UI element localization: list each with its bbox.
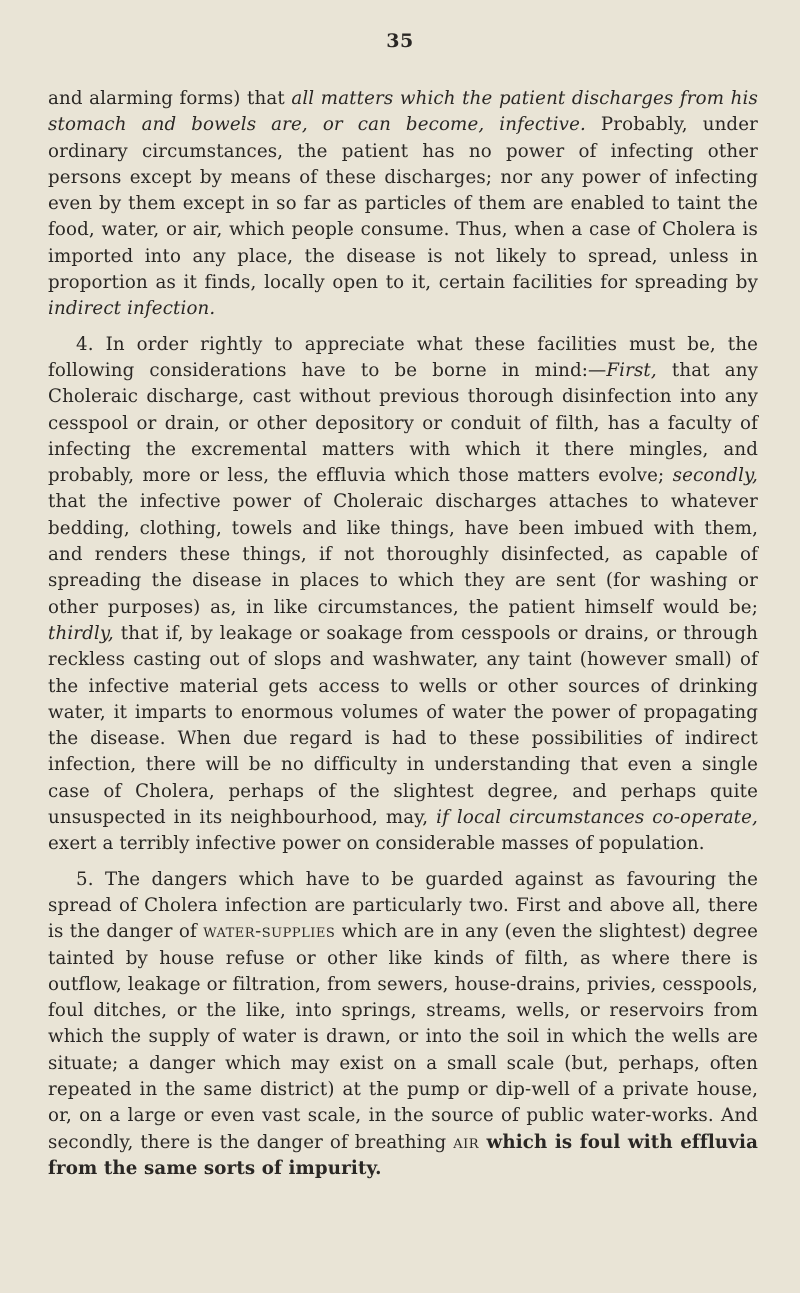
text-run: 4. In order rightly to appreciate what these facilities must be, the following considerations have to be borne in mind:—	[48, 333, 758, 381]
body-text	[48, 86, 758, 1182]
text-run: that if, by leakage or soakage from cesspools or drains, or through reckless casting out of slops and washwater, any taint (however small) of the infective material gets access to wells or other sources of drinking water, it imparts to enormous volumes of water the power of propagating the disease. When due regard is had to these possibilities of indirect infection, there will be no difficulty in understanding that even a single case of Cholera, perhaps of the slightest degree, and perhaps quite unsuspected in its neighbourhood, may,	[48, 622, 758, 829]
text-run: which are in any (even the slightest) degree tainted by house refuse or other like kinds of filth, as where there is outflow, leakage or filtration, from sewers, house-drains, privies, cesspools, foul ditches, or the like, into springs, streams, wells, or reservoirs from which the supply of water is drawn, or into the soil in which the wells are situate; a danger which may exist on a small scale (but, perhaps, often repeated in the same district) at the pump or dip-well of a private house, or, on a large or even vast scale, in the source of public water-works. And secondly, there is the danger of breathing	[48, 921, 758, 1153]
text-run-smallcaps: air	[453, 1131, 480, 1153]
text-run: 5. The dangers which have to be guarded against as favouring the spread of Cholera infection are particularly two. First and above all, there is the danger of	[48, 868, 758, 943]
text-run: and alarming forms) that	[48, 88, 292, 109]
text-run: which is foul with effluvia from the same sorts of impurity.	[48, 1131, 759, 1179]
paragraph-5	[48, 867, 758, 1183]
paragraph-continued	[48, 86, 758, 323]
text-run-italic: if local circumstances co-operate,	[436, 807, 758, 829]
text-run-italic: First,	[606, 359, 657, 381]
paragraph-4	[48, 332, 758, 858]
text-run-italic: secondly,	[672, 465, 758, 487]
text-run: exert a terribly infective power on considerable masses of population.	[48, 833, 705, 855]
text-run-italic: all matters which the patient discharges from his stomach and bowels are, or can become, infective.	[48, 88, 758, 136]
text-run-italic: indirect infection.	[48, 298, 216, 320]
text-run: that the infective power of Choleraic discharges attaches to whatever bedding, clothing, towels and like things, have been imbued with them, and renders these things, if not thoroughly disinfected, as capable of spreading the disease in places to which they are sent (for washing or other purposes) as, in like circumstances, the patient himself would be;	[48, 491, 758, 618]
page-number: 35	[386, 30, 414, 52]
text-run-italic: thirdly,	[48, 622, 114, 644]
text-run: Probably, under ordinary circumstances, the patient has no power of infecting other persons except by means of these discharges; nor any power of infecting even by them except in so far as particles of them are enabled to taint the food, water, or air, which people consume. Thus, when a case of Cholera is imported into any place, the disease is not likely to spread, unless in proportion as it finds, locally open to it, certain facilities for spreading by	[48, 114, 758, 294]
text-run: that any Choleraic discharge, cast without previous thorough disinfection into any cesspool or drain, or other depository or conduit of filth, has a faculty of infecting the excremental matters with which it there mingles, and probably, more or less, the effluvia which those matters evolve;	[48, 359, 758, 487]
text-run-smallcaps: water-supplies	[203, 921, 336, 943]
